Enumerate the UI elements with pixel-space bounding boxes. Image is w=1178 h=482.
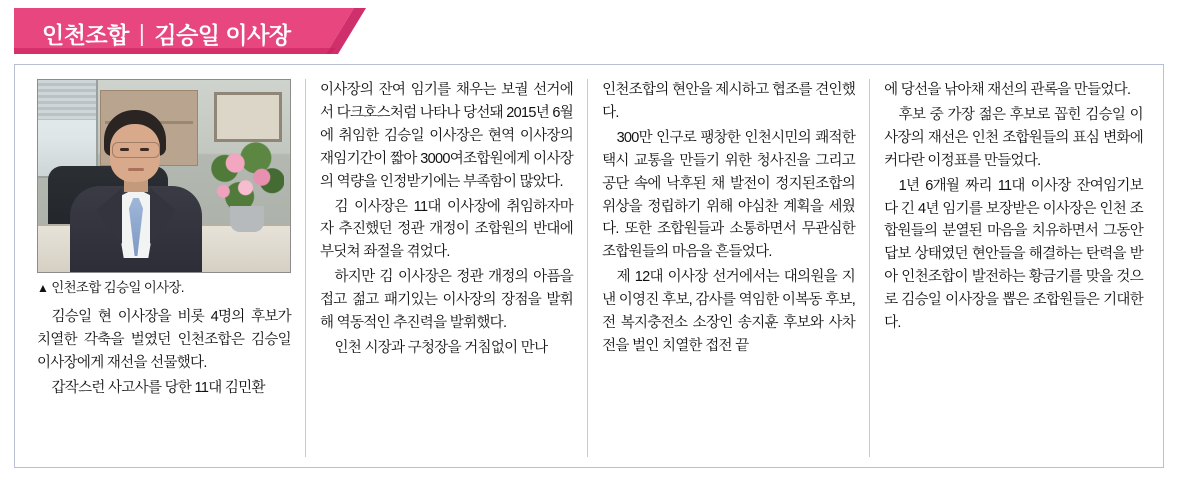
banner-title [42,17,291,50]
caption-marker-icon: ▲ [37,281,49,295]
paragraph: 이사장의 잔여 임기를 채우는 보궐 선거에서 다크호스처럼 나타나 당선돼 2015년 6월에 취임한 김승일 이사장은 현역 이사장의 재임기간이 짧아 3000여조합원에게 이사장의 역량을 인정받기에는 부족함이 많았다. [320,82,577,190]
banner-org: 인천조합 [42,22,129,48]
paragraph: 제 12대 이사장 선거에서는 대의원을 지낸 이영진 후보, 감사를 역임한 이복동 후보, 전 복지충전소 소장인 송지훈 후보와 사차전을 벌인 치열한 접전 끝 [602,269,859,354]
photo-caption [37,277,291,298]
paragraph: 인천조합의 현안을 제시하고 협조를 견인했다. [602,82,856,121]
paragraph: 김 이사장은 11대 이사장에 취임하자마자 추진했던 정관 개정이 조합원의 반대에 부딧쳐 좌절을 겪었다. [320,198,577,261]
photo-vase [230,206,264,232]
paragraph: 인천 시장과 구청장을 거침없이 만나 [334,339,548,356]
paragraph: 갑작스런 사고사를 당한 11대 김민환 [51,380,265,397]
caption-text: 인천조합 김승일 이사장. [51,280,184,295]
banner-separator: | [138,20,145,46]
photo-person [68,110,204,272]
column-1 [29,79,305,457]
column-3 [587,79,869,457]
photo-wrap [37,79,291,273]
column-2 [305,79,587,457]
paragraph: 에 당선을 낚아채 재선의 관록을 만들었다. [884,82,1131,98]
paragraph: 300만 인구로 팽창한 인천시민의 쾌적한 택시 교통을 만들기 위한 청사진을 그리고 공단 속에 낙후된 채 발전이 정지된조합의 위상을 정립하기 위해 야심찬 계획을 세웠다. 또한 조합원들과 소통하면서 무관심한 조합원들의 마음을 흔들었다. [602,129,859,261]
paragraph: 하지만 김 이사장은 정관 개정의 아픔을 접고 젊고 패기있는 이사장의 장점을 발휘해 역동적인 추진력을 발휘했다. [320,269,577,332]
paragraph: 김승일 현 이사장을 비롯 4명의 후보가 치열한 각축을 벌였던 인천조합은 김승일 이사장에게 재선을 선물했다. [37,309,295,372]
paragraph: 후보 중 가장 젊은 후보로 꼽힌 김승일 이사장의 재선은 인천 조합원들의 표심 변화에 커다란 이정표를 만들었다. [884,106,1147,169]
article-columns [29,79,1149,457]
article-frame [14,64,1164,468]
photo-wall-frame [214,92,282,142]
paragraph: 1년 6개월 짜리 11대 이사장 잔여임기보다 긴 4년 임기를 보장받은 이사장은 인천 조합원들의 분열된 마음을 치유하면서 그동안 답보 상태였던 현안들을 해결하는 탄력을 받아 인천조합이 발전하는 황금기를 맞을 것으로 김승일 이사장을 뽑은 조합원들은 기대한다. [884,177,1147,332]
portrait-photo [37,79,291,273]
column-4 [869,79,1149,457]
page-header-banner [14,8,366,54]
banner-person: 김승일 이사장 [154,22,291,48]
